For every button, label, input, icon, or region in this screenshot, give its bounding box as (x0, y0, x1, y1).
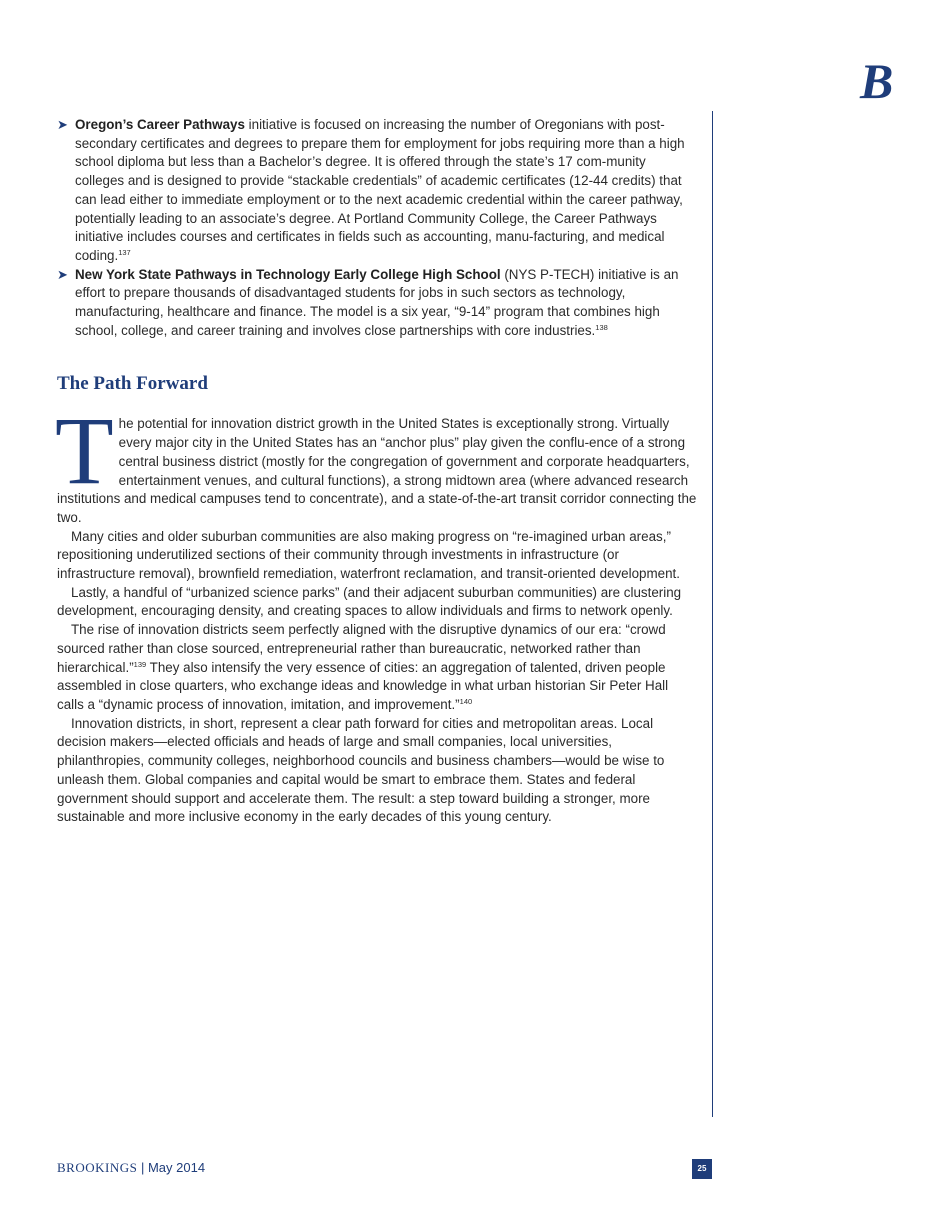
footer-brand-date (57, 1160, 205, 1176)
paragraph-4 (57, 621, 697, 715)
bullet-text: (NYS P-TECH) initiative is an effort to prepare thousands of disadvantaged students for jobs in such sectors as technology, manufacturing, healthcare and finance. The model is a six year, “9-14” program that combines high school, college, and career training and involves close partnerships with core industries. (75, 266, 679, 338)
bullet-title: Oregon’s Career Pathways (75, 117, 245, 132)
brookings-logo-icon (858, 54, 898, 106)
footnote-ref[interactable]: 138 (595, 322, 608, 332)
footnote-ref[interactable]: 137 (118, 247, 131, 257)
footer-brand: BROOKINGS (57, 1160, 138, 1175)
footer-separator: | (137, 1160, 148, 1175)
bullet-text: initiative is focused on increasing the number of Oregonians with post-secondary certificates and degrees to prepare them for employment for jobs requiring more than a high school diploma but less than a Bachelor’s degree. It is offered through the state’s 17 com-munity colleges and is designed to provide “stackable credentials” of academic certificates (12-44 credits) that can lead either to immediate employment or to the next academic credential within the career pathway, potentially leading to an associate’s degree. At Portland Community College, the Career Pathways initiative includes courses and certificates in fields such as accounting, manu-facturing, and medical coding. (75, 117, 685, 263)
bullet-oregon (57, 116, 697, 266)
arrow-bullet-icon: ➤ (57, 266, 68, 282)
paragraph-4-text-b: They also intensify the very essence of cities: an aggregation of talented, driven people assembled in close quarters, who exchange ideas and knowledge in what urban historian Sir Peter Hall calls a “dynamic process of innovation, imitation, and improvement.” (57, 659, 669, 712)
paragraph-3: Lastly, a handful of “urbanized science parks” (and their adjacent suburban communities) are clustering development, encouraging density, and creating spaces to allow individuals and firms to network openly. (57, 584, 682, 619)
drop-cap: T (55, 397, 114, 505)
vertical-divider (712, 111, 713, 1117)
paragraph-2: Many cities and older suburban communities are also making progress on “re-imagined urban areas,” repositioning underutilized sections of their community through investments in infrastructure (or infrastructure removal), brownfield remediation, waterfront reclamation, and transit-oriented development. (57, 528, 680, 582)
footer-date: May 2014 (147, 1160, 206, 1175)
paragraph-1 (55, 397, 697, 527)
section-heading: The Path Forward (57, 373, 208, 395)
logo-letter: B (860, 54, 894, 106)
footnote-ref[interactable]: 140 (459, 696, 473, 706)
paragraph-1-text: he potential for innovation district growth in the United States is exceptionally strong. Virtually every major city in the United States has an “anchor plus” play given the conflu-ence of a strong central business district (mostly for the congregation of government and corporate headquarters, entertainment venues, and cultural functions), a strong midtown area (where advanced research institutions and medical campuses tend to concentrate), and a state-of-the-art transit corridor connecting the two. (57, 416, 697, 525)
paragraph-4-text-a: The rise of innovation districts seem perfectly aligned with the disruptive dynamics of our era: “crowd sourced rather than close sourced, entrepreneurial rather than bureaucratic, networked rather than hierarchical.” (57, 622, 666, 675)
main-content (57, 116, 697, 827)
paragraph-5: Innovation districts, in short, represent a clear path forward for cities and metropolitan areas. Local decision makers—elected officials and heads of large and small companies, local universities, philanthropies, community colleges, neighborhood councils and business chambers—would be wise to unleash them. Global companies and capital would be smart to embrace them. States and federal government should support and accelerate them. The result: a step toward building a stronger, more sustainable and more inclusive economy in the early decades of this young century. (57, 715, 665, 825)
bullet-title: New York State Pathways in Technology Early College High School (75, 266, 501, 282)
bullet-nys-ptech (57, 266, 697, 341)
section-body (55, 397, 697, 826)
footnote-ref[interactable]: 139 (133, 659, 147, 669)
page-number: 25 (692, 1159, 712, 1179)
arrow-bullet-icon: ➤ (57, 117, 68, 132)
